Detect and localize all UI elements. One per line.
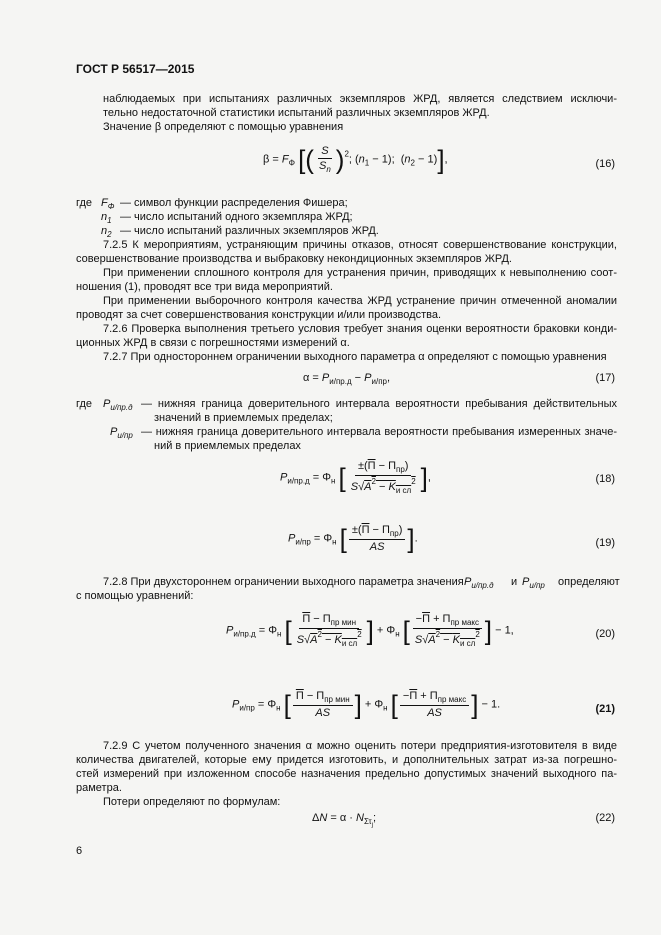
equation-number: (16) xyxy=(595,158,615,170)
text-line: количества двигателей, которые ему придется изготовить, и дополнительных затрат из-за погрешно- xyxy=(76,754,617,766)
text-line: Значение β определяют с помощью уравнения xyxy=(103,121,344,133)
text-line: определяют xyxy=(558,576,620,588)
symbol: $P_{и/пр.д}$ xyxy=(103,398,133,412)
equation-number: (17) xyxy=(595,372,615,384)
text-line: При применении выборочного контроля качества ЖРД устранение причин отмеченной аномалии xyxy=(103,295,617,307)
text-line: наблюдаемых при испытаниях различных экземпляров ЖРД, является следствием исключи- xyxy=(103,93,617,105)
equation-20: $P_{и/пр.д} = \Phi_н$ [ $\frac{П - П_{пр мин}}{S√A^2 - K_{и сл}^2}$ ] + $\Phi_н$ [ $\frac{-П + П_{пр макс}}{S√A^2 - K_{и сл}^2}$ ] − 1, xyxy=(226,613,514,648)
definition: — символ функции распределения Фишера; xyxy=(120,197,348,209)
definition: — нижняя граница доверительного интервала вероятности пребывания действительных xyxy=(141,398,617,410)
equation-number: (20) xyxy=(595,628,615,640)
equation-19: $P_{и/пр} = \Phi_н$ [ $\frac{\pm(П - П_{пр})}{AS}$ ]. xyxy=(288,523,418,554)
text-line: 7.2.8 При двухстороннем ограничении выходного параметра значения xyxy=(103,576,464,588)
definition: — число испытаний различных экземпляров ЖРД. xyxy=(120,225,379,237)
text-line: раметра. xyxy=(76,782,122,794)
text-line: где xyxy=(76,398,93,410)
text-line: тельно недостаточной статистики испытаний различных экземпляров ЖРД. xyxy=(103,107,490,119)
text-line: ционных ЖРД в связи с погрешностями измерений α. xyxy=(76,337,350,349)
document-header: ГОСТ Р 56517—2015 xyxy=(76,62,195,76)
text-line: 7.2.5 К мероприятиям, устраняющим причины отказов, относят совершенствование конструкции, xyxy=(103,239,617,251)
symbol: $P_{и/пр.д}$ xyxy=(464,576,494,590)
equation-16: $\beta = F_\Phi$ [( $\frac{S}{S_n}$ )$^2$; $(n_1 - 1)$; $(n_2 - 1)$], xyxy=(263,144,448,175)
definition: — нижняя граница доверительного интервала вероятности пребывания измеренных значе- xyxy=(141,426,617,438)
definition: — число испытаний одного экземпляра ЖРД; xyxy=(120,211,353,223)
equation-18: $P_{и/пр.д} = \Phi_н$ [ $\frac{\pm(П - П_{пр})}{S√A^2 - K_{и сл}^2}$ ], xyxy=(280,460,431,495)
symbol: $F_\Phi$ xyxy=(101,197,115,211)
symbol: $P_{и/пр}$ xyxy=(110,426,133,440)
text-line: Потери определяют по формулам: xyxy=(103,796,281,808)
text-line: 7.2.9 С учетом полученного значения α можно оценить потери предприятия-изготовителя в виде xyxy=(103,740,617,752)
text-line: с помощью уравнений: xyxy=(76,590,194,602)
definition: значений в приемлемых пределах; xyxy=(154,412,333,424)
text-line: проводят за счет совершенствования конструкции и/или производства. xyxy=(76,309,441,321)
equation-number: (19) xyxy=(595,537,615,549)
equation-number: (22) xyxy=(595,812,615,824)
text-line: 7.2.7 При одностороннем ограничении выходного параметра α определяют с помощью уравнения xyxy=(103,351,607,363)
equation-17: $\alpha = P_{и/пр.д} - P_{и/пр}$, xyxy=(303,372,391,386)
text-line: совершенствование производства и выбраковку некондиционных экземпляров ЖРД. xyxy=(76,253,512,265)
text-line: стей измерений при изложенном способе назначения предельно допустимых значений выходного па- xyxy=(76,768,617,780)
symbol: $P_{и/пр}$ xyxy=(522,576,545,590)
text-line: ношения (1), проводят все три вида мероприятий. xyxy=(76,281,333,293)
text-line: 7.2.6 Проверка выполнения третьего условия требует знания оценки вероятности браковки конди- xyxy=(103,323,617,335)
page-number: 6 xyxy=(76,845,83,857)
symbol: $n_1$ xyxy=(101,211,112,225)
text-line: При применении сплошного контроля для устранения причин, приводящих к невыполнению соот- xyxy=(103,267,617,279)
equation-number: (18) xyxy=(595,473,615,485)
text-line: и xyxy=(511,576,518,588)
equation-21: $P_{и/пр} = \Phi_н$ [ $\frac{П - П_{пр мин}}{AS}$ ] + $\Phi_н$ [ $\frac{-П + П_{пр макс}}{AS}$ ] − 1. xyxy=(232,689,501,720)
definition: ний в приемлемых пределах xyxy=(154,440,301,452)
text-line: где xyxy=(76,197,93,209)
equation-22: $\Delta N = \alpha \cdot N_{\Sigma\tau_j}$; xyxy=(312,812,377,829)
equation-number: (21) xyxy=(595,703,615,715)
symbol: $n_2$ xyxy=(101,225,112,239)
